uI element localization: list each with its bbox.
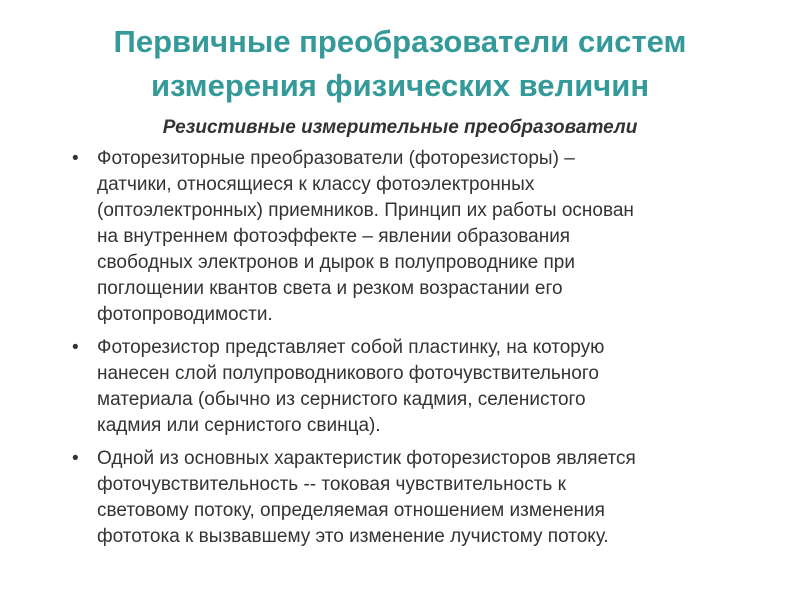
bullet-line: нанесен слой полупроводникового фоточувствительного xyxy=(97,363,599,384)
bullet-line: фоточувствительность -- токовая чувствительность к xyxy=(97,474,566,495)
slide-subtitle: Резистивные измерительные преобразователи xyxy=(162,117,638,138)
bullet-line: на внутреннем фотоэффекте – явлении образования xyxy=(97,226,571,247)
bullet-line: световому потоку, определяемая отношением изменения xyxy=(97,500,605,521)
bullet-line: поглощении квантов света и резком возрастании его xyxy=(97,278,563,299)
bullet-text xyxy=(97,446,744,550)
bullet-item-photosensitivity xyxy=(72,446,744,550)
bullet-list xyxy=(72,146,744,557)
bullet-line: кадмия или сернистого свинца). xyxy=(97,415,381,436)
bullet-line: Фоторезистор представляет собой пластинку, на которую xyxy=(97,337,605,358)
bullet-line: фотопроводимости. xyxy=(97,304,273,325)
bullet-line: фототока к вызвавшему это изменение лучистому потоку. xyxy=(97,526,609,547)
bullet-item-photoresistor-structure xyxy=(72,335,744,439)
bullet-marker: • xyxy=(72,448,79,469)
slide-title-line-1: Первичные преобразователи систем xyxy=(113,24,687,59)
bullet-line: Одной из основных характеристик фоторезисторов является xyxy=(97,448,636,469)
bullet-text xyxy=(97,146,744,328)
bullet-text xyxy=(97,335,744,439)
bullet-line: (оптоэлектронных) приемников. Принцип их работы основан xyxy=(97,200,634,221)
slide-title-line-2: измерения физических величин xyxy=(150,68,650,103)
bullet-marker: • xyxy=(72,337,79,358)
slide-title xyxy=(0,20,800,108)
bullet-marker: • xyxy=(72,148,79,169)
bullet-line: свободных электронов и дырок в полупроводнике при xyxy=(97,252,575,273)
bullet-line: материала (обычно из сернистого кадмия, селенистого xyxy=(97,389,586,410)
bullet-line: датчики, относящиеся к классу фотоэлектронных xyxy=(97,174,535,195)
bullet-item-photoresistor-converters xyxy=(72,146,744,328)
bullet-line: Фоторезиторные преобразователи (фоторезисторы) – xyxy=(97,148,575,169)
